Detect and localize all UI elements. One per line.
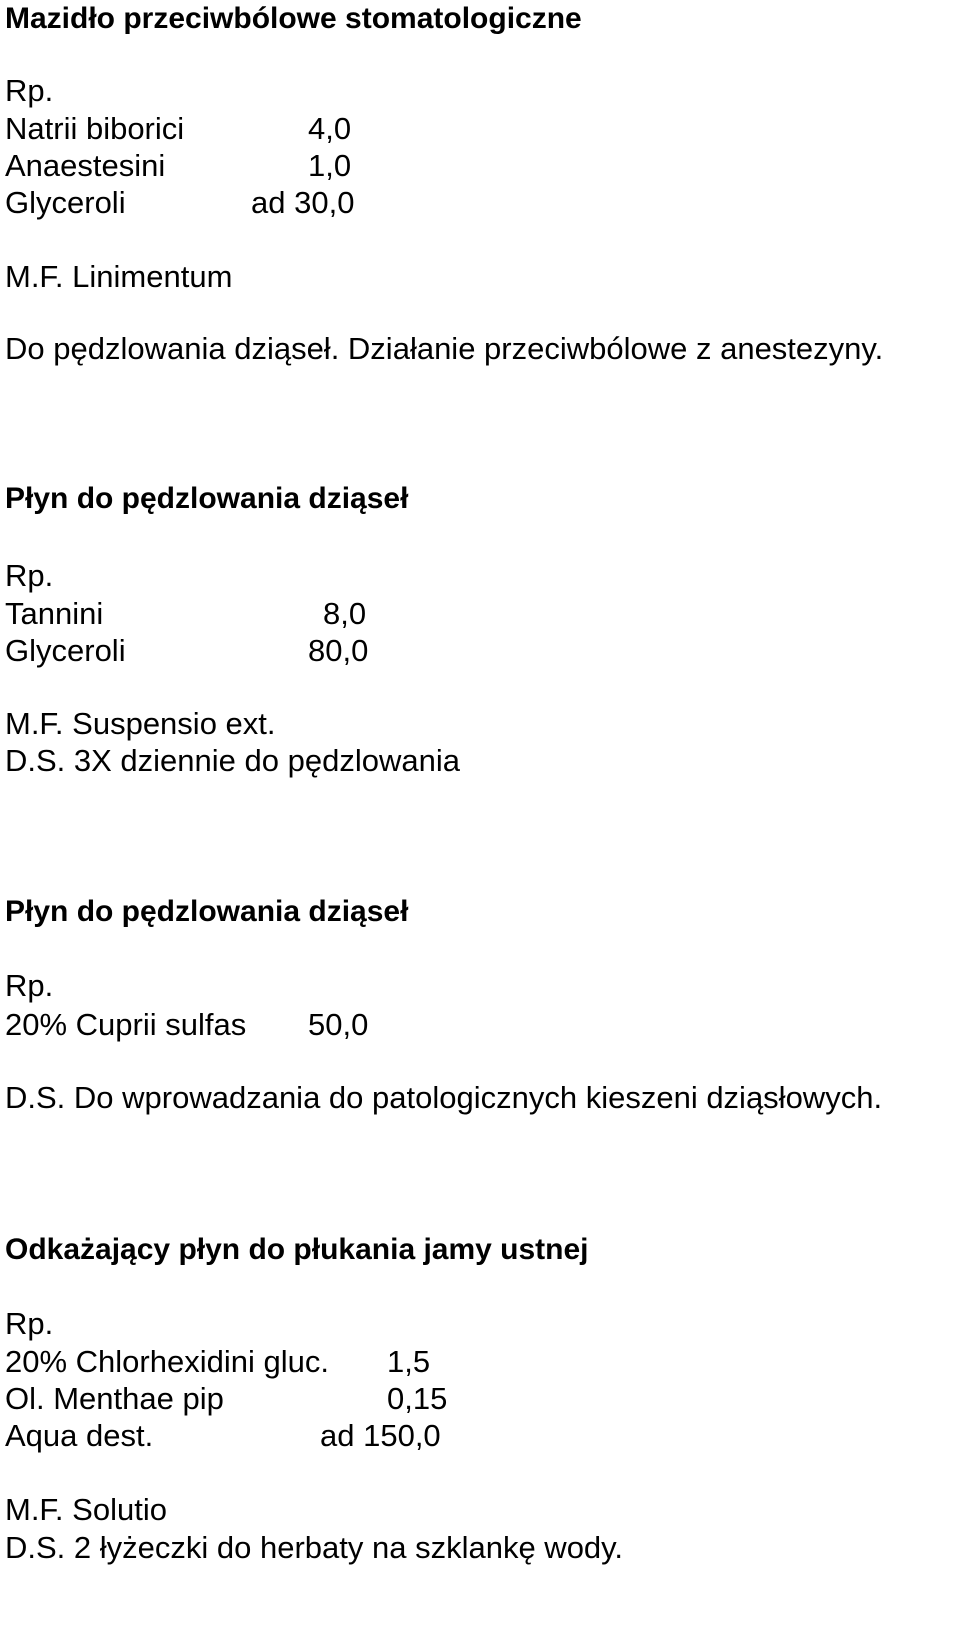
section-3-ds: D.S. Do wprowadzania do patologicznych kieszeni dziąsłowych. [5, 1080, 883, 1115]
section-1-ingredient-1-amount: 4,0 [308, 111, 352, 146]
section-4-ingredient-2-amount: 0,15 [387, 1381, 448, 1416]
section-3-rp: Rp. [5, 968, 54, 1003]
section-4-title: Odkażający płyn do płukania jamy ustnej [5, 1233, 589, 1266]
section-3-title: Płyn do pędzlowania dziąseł [5, 895, 409, 928]
section-4-mf: M.F. Solutio [5, 1492, 167, 1527]
section-4-ingredient-1-name: 20% Chlorhexidini gluc. [5, 1344, 329, 1379]
section-4-ingredient-1-amount: 1,5 [387, 1344, 431, 1379]
section-2-ingredient-1-amount: 8,0 [323, 596, 367, 631]
section-1-ingredient-3-amount: ad 30,0 [251, 185, 355, 220]
section-4-ingredient-3-amount: ad 150,0 [320, 1418, 441, 1453]
section-1-ingredient-2-amount: 1,0 [308, 148, 352, 183]
section-2-rp: Rp. [5, 558, 54, 593]
section-2-mf: M.F. Suspensio ext. [5, 706, 276, 741]
section-4-ds: D.S. 2 łyżeczki do herbaty na szklankę wody. [5, 1530, 623, 1565]
section-1-note: Do pędzlowania dziąseł. Działanie przeciwbólowe z anestezyny. [5, 331, 884, 366]
section-2-ds: D.S. 3X dziennie do pędzlowania [5, 743, 460, 778]
section-2-ingredient-2-amount: 80,0 [308, 633, 369, 668]
section-4-rp: Rp. [5, 1306, 54, 1341]
section-4-ingredient-2-name: Ol. Menthae pip [5, 1381, 224, 1416]
section-4-ingredient-3-name: Aqua dest. [5, 1418, 154, 1453]
section-1-mf: M.F. Linimentum [5, 259, 233, 294]
section-2-ingredient-1-name: Tannini [5, 596, 104, 631]
section-1-ingredient-1-name: Natrii biborici [5, 111, 185, 146]
section-3-ingredient-1-amount: 50,0 [308, 1007, 369, 1042]
section-1-ingredient-2-name: Anaestesini [5, 148, 166, 183]
section-1-title: Mazidło przeciwbólowe stomatologiczne [5, 2, 582, 35]
section-2-title: Płyn do pędzlowania dziąseł [5, 482, 409, 515]
section-2-ingredient-2-name: Glyceroli [5, 633, 126, 668]
section-1-rp: Rp. [5, 73, 54, 108]
section-1-ingredient-3-name: Glyceroli [5, 185, 126, 220]
section-3-ingredient-1-name: 20% Cuprii sulfas [5, 1007, 247, 1042]
